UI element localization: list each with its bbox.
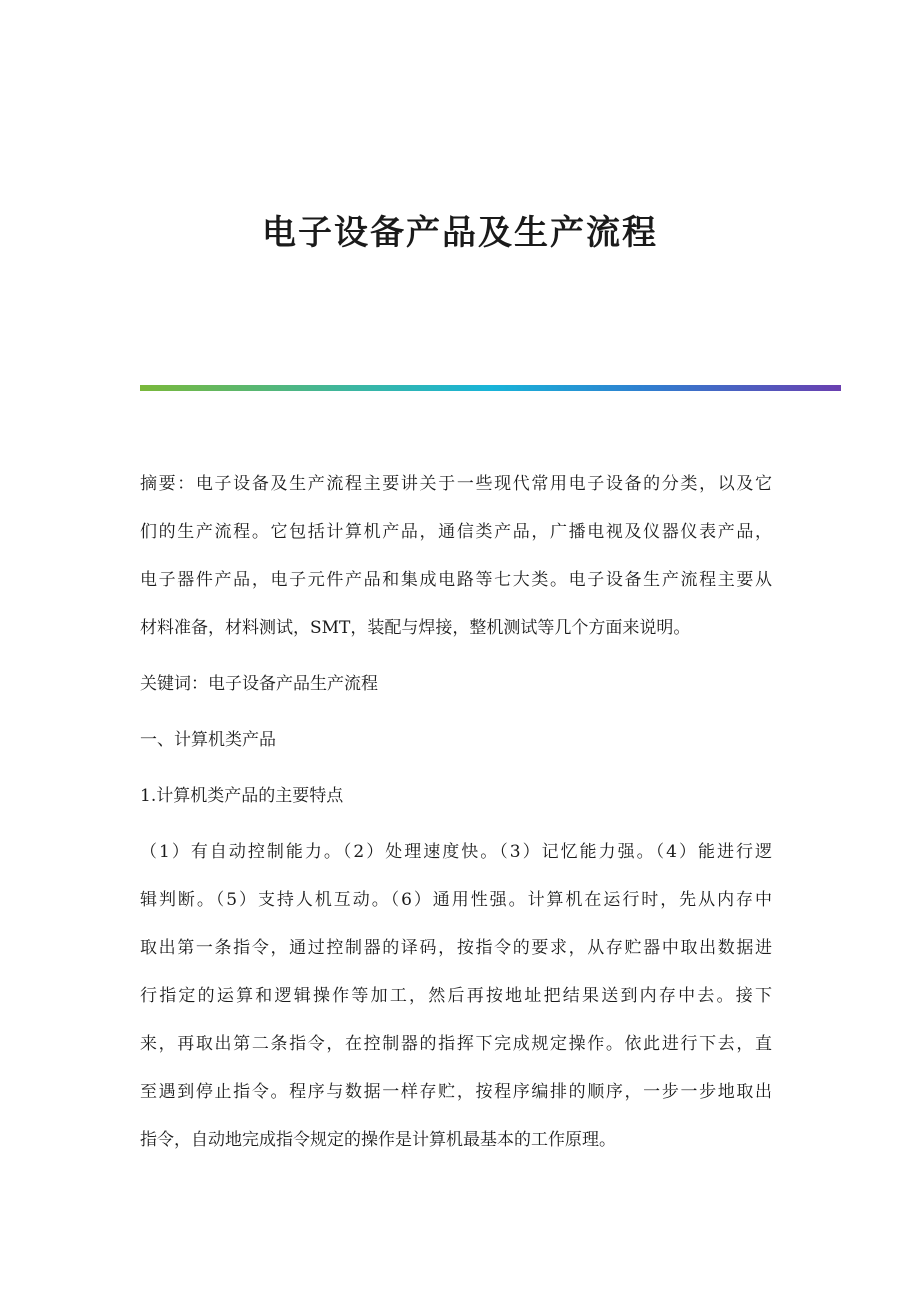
document-title: 电子设备产品及生产流程 xyxy=(262,213,658,253)
paragraph xyxy=(140,828,772,1164)
paragraph-line: 辑判断。（5）支持人机互动。（6）通用性强。计算机在运行时，先从内存中 xyxy=(140,890,772,910)
paragraph-line: 行指定的运算和逻辑操作等加工，然后再按地址把结果送到内存中去。接下 xyxy=(140,986,772,1006)
section-heading: 一、计算机类产品 xyxy=(140,730,276,750)
paragraph-line: 取出第一条指令，通过控制器的译码，按指令的要求，从存贮器中取出数据进 xyxy=(140,938,772,958)
title-divider xyxy=(140,385,841,391)
paragraph-line: 至遇到停止指令。程序与数据一样存贮，按程序编排的顺序，一步一步地取出 xyxy=(140,1082,772,1102)
subsection-heading: 1.计算机类产品的主要特点 xyxy=(140,786,344,806)
abstract-line: 材料准备，材料测试，SMT，装配与焊接，整机测试等几个方面来说明。 xyxy=(140,618,691,638)
abstract-line: 电子器件产品，电子元件产品和集成电路等七大类。电子设备生产流程主要从 xyxy=(140,570,772,590)
abstract xyxy=(140,460,772,652)
keywords: 关键词：电子设备产品生产流程 xyxy=(140,674,378,694)
abstract-line: 摘要：电子设备及生产流程主要讲关于一些现代常用电子设备的分类，以及它 xyxy=(140,474,772,494)
abstract-line: 们的生产流程。它包括计算机产品，通信类产品，广播电视及仪器仪表产品， xyxy=(140,522,772,542)
paragraph-line: 来，再取出第二条指令，在控制器的指挥下完成规定操作。依此进行下去，直 xyxy=(140,1034,772,1054)
paragraph-line: （1）有自动控制能力。（2）处理速度快。（3）记忆能力强。（4）能进行逻 xyxy=(140,842,772,862)
paragraph-line: 指令，自动地完成指令规定的操作是计算机最基本的工作原理。 xyxy=(140,1130,616,1150)
